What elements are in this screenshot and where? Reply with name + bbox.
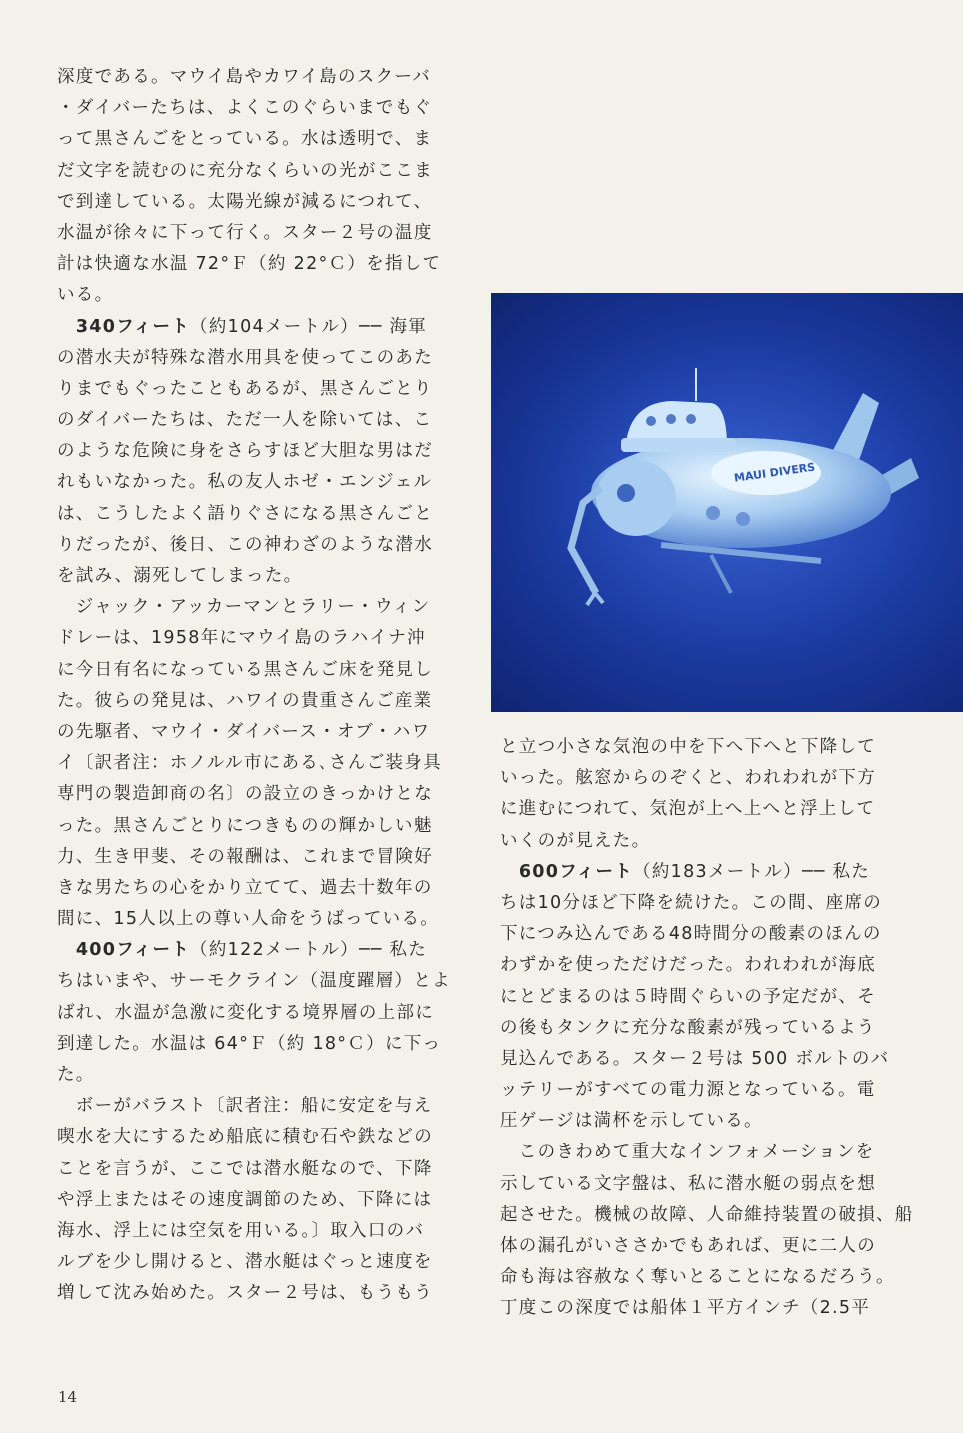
left-column-line: ルブを少し開けると、潜水艇はぐっと速度を xyxy=(57,1252,433,1273)
left-column-line: ドレーは、1958年にマウイ島のラハイナ沖 xyxy=(57,628,426,649)
left-column-line: は、こうしたよく語りぐさになる黒さんごと xyxy=(57,503,433,524)
right-column-line: ッテリーがすべての電力源となっている。電 xyxy=(500,1080,876,1101)
left-column-line: た。彼らの発見は、ハワイの貴重さんご産業 xyxy=(57,690,433,711)
left-column-line: に今日有名になっている黒さんご床を発見し xyxy=(57,659,433,680)
left-column-line: 深度である。マウイ島やカワイ島のスクーバ xyxy=(57,67,432,87)
left-text-column xyxy=(57,62,451,1310)
page-number: 14 xyxy=(58,1388,78,1406)
right-column-line: いくのが見えた。 xyxy=(500,830,651,851)
right-column-line: わずかを使っただけだった。われわれが海底 xyxy=(500,955,876,976)
left-column-line: だ文字を読むのに充分なくらいの光がここま xyxy=(57,160,433,181)
left-column-line: のような危険に身をさらすほど大胆な男はだ xyxy=(57,441,433,462)
left-column-line: ボーがバラスト〔訳者注：船に安定を与え xyxy=(57,1096,433,1117)
left-column-line: いる。 xyxy=(57,285,114,306)
left-column-line: ・ダイバーたちは、よくこのぐらいまでもぐ xyxy=(57,98,433,119)
right-column-line: 起させた。機械の故障、人命維持装置の破損、船 xyxy=(500,1204,914,1225)
left-column-line: きな男たちの心をかり立てて、過去十数年の xyxy=(57,877,433,898)
right-text-column xyxy=(500,732,914,1325)
right-column-line: 圧ゲージは満杯を示している。 xyxy=(500,1111,763,1132)
submarine-photo xyxy=(491,293,963,712)
left-column-line: 400フィート（約122メートル）── 私た xyxy=(75,940,428,961)
left-column-line: 喫水を大にするため船底に積む石や鉄などの xyxy=(57,1127,433,1148)
left-column-line: 到達した。水温は 64°Ｆ（約 18°Ｃ）に下っ xyxy=(57,1033,442,1054)
right-column-line: いった。舷窓からのぞくと、われわれが下方 xyxy=(500,768,876,789)
right-column-line: の後もタンクに充分な酸素が残っているよう xyxy=(500,1017,876,1038)
depth-heading: 400フィート xyxy=(75,940,191,961)
depth-heading: 600フィート xyxy=(518,861,634,882)
left-column-line: 340フィート（約104メートル）── 海軍 xyxy=(75,316,428,337)
left-column-line: を試み、溺死してしまった。 xyxy=(57,566,303,586)
right-column-line: このきわめて重大なインフォメーションを xyxy=(500,1142,875,1163)
right-column-line: 600フィート（約183メートル）── 私た xyxy=(518,861,871,882)
right-column-line: 見込んである。スター２号は 500 ボルトのバ xyxy=(500,1048,890,1069)
right-column-line: 示している文字盤は、私に潜水艇の弱点を想 xyxy=(500,1173,876,1194)
right-column-line: 体の漏孔がいささかでもあれば、更に二人の xyxy=(500,1236,876,1256)
left-column-line: 水温が徐々に下って行く。スター２号の温度 xyxy=(57,222,433,243)
left-column-line: ジャック・アッカーマンとラリー・ウィン xyxy=(57,597,431,618)
left-column-line: 海水、浮上には空気を用いる。〕取入口のバ xyxy=(57,1220,425,1241)
left-column-line: った。黒さんごとりにつきものの輝かしい魅 xyxy=(57,815,433,836)
right-column-line: ちは10分ほど下降を続けた。この間、座席の xyxy=(500,892,883,913)
left-column-line: ことを言うが、ここでは潜水艇なので、下降 xyxy=(57,1158,433,1179)
left-column-line: で到達している。太陽光線が減るにつれて、 xyxy=(57,191,433,212)
hull-lettering: MAUI DIVERS xyxy=(733,460,816,485)
right-column-line: に進むにつれて、気泡が上へ上へと浮上して xyxy=(500,799,876,820)
left-column-line: 計は快適な水温 72°Ｆ（約 22°Ｃ）を指して xyxy=(57,254,442,275)
right-column-line: 丁度この深度では船体１平方インチ（2.5平 xyxy=(500,1298,871,1319)
right-column-line: と立つ小さな気泡の中を下へ下へと下降して xyxy=(500,737,876,757)
left-column-line: ばれ、水温が急激に変化する境界層の上部に xyxy=(57,1002,435,1023)
left-column-line: のダイバーたちは、ただ一人を除いては、こ xyxy=(57,410,433,431)
left-column-line: りまでもぐったこともあるが、黒さんごとり xyxy=(57,378,433,399)
left-column-line: や浮上またはその速度調節のため、下降には xyxy=(57,1189,433,1210)
left-column-line: りだったが、後日、この神わざのような潜水 xyxy=(57,534,433,555)
left-column-line: って黒さんごをとっている。水は透明で、ま xyxy=(57,129,433,150)
left-column-line: 力、生き甲斐、その報酬は、これまで冒険好 xyxy=(57,846,433,867)
left-column-line: 間に、15人以上の尊い人命をうばっている。 xyxy=(57,909,440,930)
left-column-line: れもいなかった。私の友人ホゼ・エンジェル xyxy=(57,472,433,493)
left-column-line: ちはいまや、サーモクライン（温度躍層）とよ xyxy=(57,971,451,992)
left-column-line: イ〔訳者注：ホノルル市にある､さんご装身具 xyxy=(57,753,442,774)
left-column-line: の潜水夫が特殊な潜水用具を使ってこのあた xyxy=(57,347,433,368)
left-column-line: 増して沈み始めた。スター２号は、もうもう xyxy=(57,1283,433,1304)
right-column-line: 命も海は容赦なく奪いとることになるだろう。 xyxy=(500,1267,895,1288)
left-column-line: の先駆者、マウイ・ダイバース・オブ・ハワ xyxy=(57,721,431,742)
left-column-line: 専門の製造卸商の名〕の設立のきっかけとな xyxy=(57,784,433,805)
depth-heading: 340フィート xyxy=(75,316,191,337)
right-column-line: 下につみ込んである48時間分の酸素のほんの xyxy=(500,924,882,945)
left-column-line: た。 xyxy=(57,1065,95,1085)
right-column-line: にとどまるのは５時間ぐらいの予定だが、そ xyxy=(500,986,876,1007)
